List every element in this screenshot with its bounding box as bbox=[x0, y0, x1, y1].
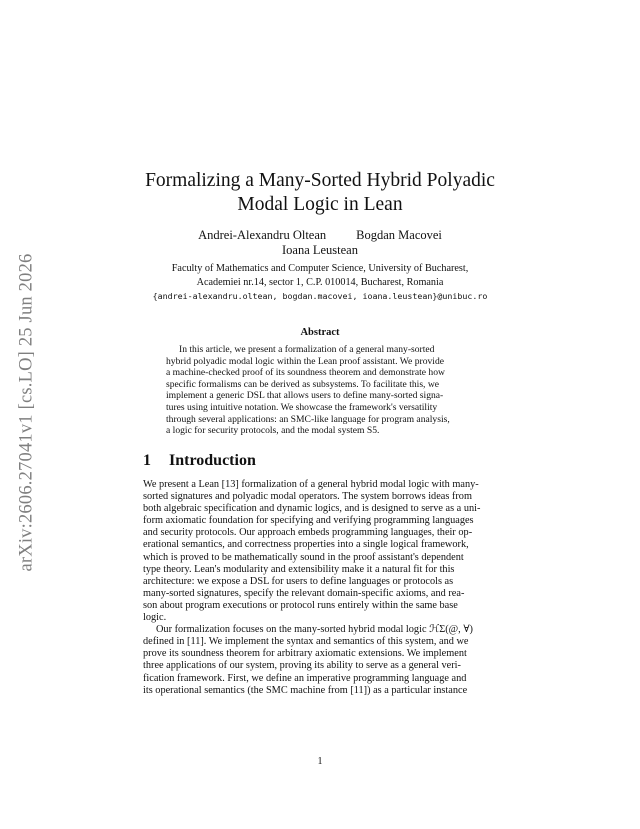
body-line: three applications of our system, proving its ability to serve as a general veri- bbox=[143, 660, 461, 672]
body-line: logic. bbox=[143, 612, 167, 624]
body-line: prove its soundness theorem for arbitrary axiomatic extensions. We implement bbox=[143, 648, 467, 660]
arxiv-identifier-text: arXiv:2606.27041v1 [cs.LO] 25 Jun 2026 bbox=[16, 253, 37, 572]
affiliation-line-1: Faculty of Mathematics and Computer Science, University of Bucharest, bbox=[171, 263, 469, 274]
body-line: We present a Lean [13] formalization of a general hybrid modal logic with many- bbox=[143, 479, 479, 490]
abstract-line: tures using intuitive notation. We showcase the framework's versatility bbox=[166, 401, 438, 413]
body-line: son about program executions or protocol runs entirely within the same base bbox=[143, 599, 458, 611]
abstract-line: In this article, we present a formalization of a general many-sorted bbox=[179, 344, 435, 355]
section-title: Introduction bbox=[169, 452, 256, 469]
author-macovei: Bogdan Macovei bbox=[356, 228, 442, 242]
body-line: its operational semantics (the SMC machine from [11]) as a particular instance bbox=[143, 684, 468, 696]
introduction-body bbox=[143, 479, 501, 697]
paper-title-line-2: Modal Logic in Lean bbox=[237, 194, 403, 215]
author-oltean: Andrei-Alexandru Oltean bbox=[198, 228, 327, 242]
abstract-line: through several applications: an SMC-like language for program analysis, bbox=[166, 413, 450, 425]
paper-title bbox=[120, 169, 520, 217]
affiliation-line-2: Academiei nr.14, sector 1, C.P. 010014, Bucharest, Romania bbox=[196, 277, 444, 288]
body-line: Our formalization focuses on the many-sorted hybrid modal logic ℋΣ(@, ∀) bbox=[156, 624, 473, 636]
abstract-line: implement a generic DSL that allows users to define many-sorted signa- bbox=[166, 390, 444, 402]
paper-title-line-1: Formalizing a Many-Sorted Hybrid Polyadic bbox=[145, 170, 495, 191]
body-line: defined in [11]. We implement the syntax and semantics of this system, and we bbox=[143, 636, 469, 648]
body-line: many-sorted signatures, specify the relevant domain-specific axioms, and rea- bbox=[143, 587, 465, 599]
abstract-heading: Abstract bbox=[300, 327, 340, 338]
body-line: architecture: we expose a DSL for users to define languages or protocols as bbox=[143, 575, 454, 587]
abstract-line: a logic for security protocols, and the modal system S5. bbox=[166, 425, 380, 437]
abstract-body bbox=[166, 344, 480, 437]
abstract-line: hybrid polyadic modal logic within the Lean proof assistant. We provide bbox=[166, 355, 445, 367]
body-line: sorted signatures and polyadic modal operators. The system borrows ideas from bbox=[143, 491, 472, 503]
body-line: type theory. Lean's modularity and extensibility make it a natural fit for this bbox=[143, 563, 455, 575]
author-leustean: Ioana Leustean bbox=[281, 243, 358, 257]
body-line: form axiomatic foundation for specifying and verifying programming languages bbox=[143, 515, 474, 527]
abstract-line: specific formalisms can be derived as subsystems. To facilitate this, we bbox=[166, 378, 440, 390]
body-line: and security protocols. Our approach embeds programming languages, their op- bbox=[143, 527, 473, 539]
body-line: both algebraic specification and dynamic logics, and is designed to serve as a uni- bbox=[143, 503, 481, 515]
section-heading-introduction bbox=[143, 452, 503, 470]
author-emails: {andrei-alexandru.oltean, bogdan.macovei, ioana.leustean}@unibuc.ro bbox=[152, 291, 488, 301]
page-number: 1 bbox=[317, 756, 323, 767]
section-number: 1 bbox=[143, 452, 151, 469]
body-line: which is proved to be mathematically sound in the proof assistant's dependent bbox=[143, 551, 464, 563]
author-list bbox=[0, 228, 640, 243]
body-line: fication framework. First, we define an imperative programming language and bbox=[143, 672, 467, 684]
abstract-line: a machine-checked proof of its soundness theorem and demonstrate how bbox=[166, 367, 445, 379]
body-line: erational semantics, and correctness properties into a single logical framework, bbox=[143, 539, 469, 551]
